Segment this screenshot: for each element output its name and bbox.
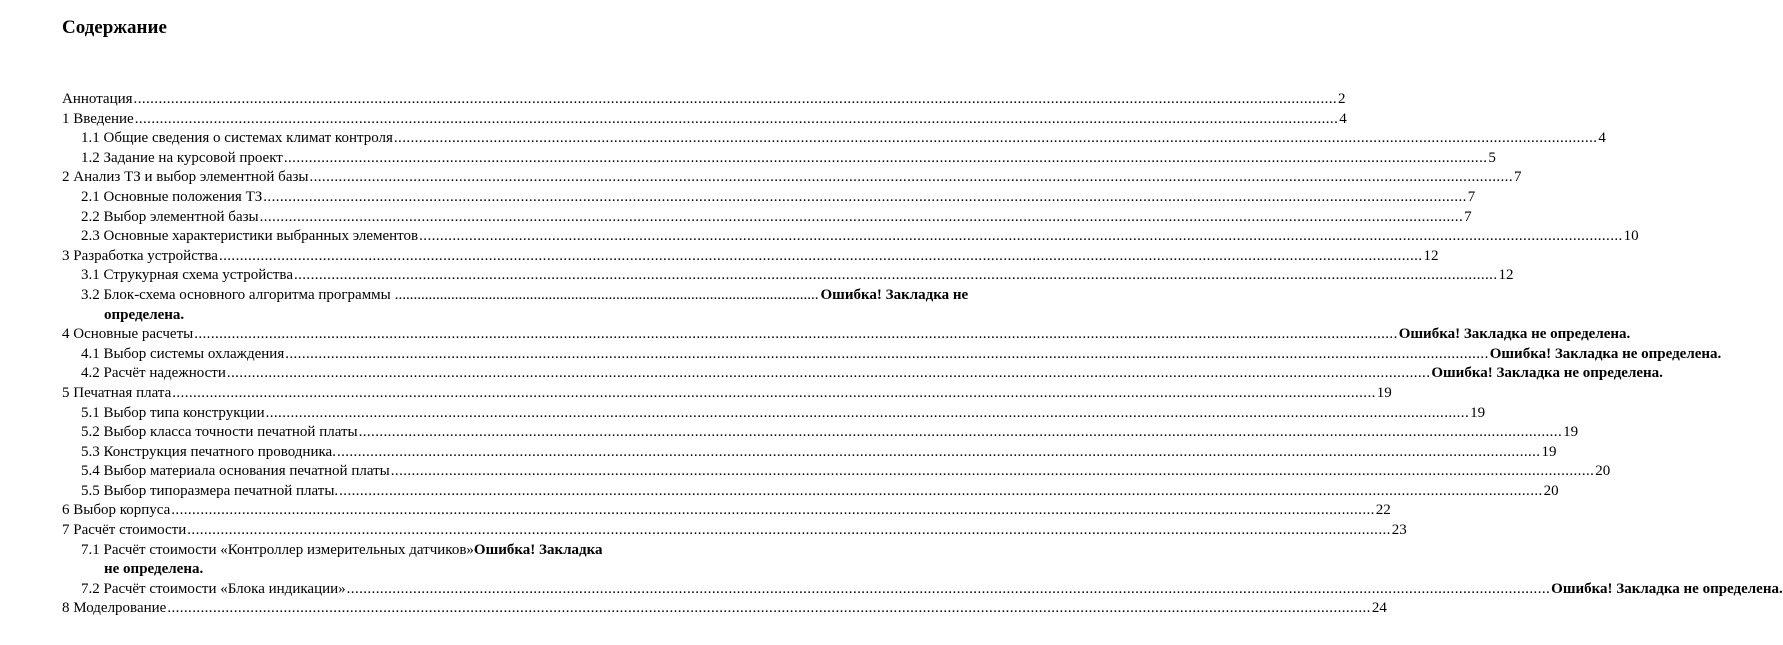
toc-entry-label: 1 Введение <box>62 110 134 127</box>
toc-entry-label: 7.2 Расчёт стоимости «Блока индикации» <box>81 580 346 597</box>
toc-entry-label: 5.5 Выбор типоразмера печатной платы. <box>81 482 339 499</box>
toc-leader-dots: ................................................................................................................. <box>394 286 819 303</box>
toc-leader-dots <box>266 404 1470 424</box>
table-of-contents <box>62 90 1783 619</box>
toc-leader-dots <box>359 423 1563 443</box>
toc-page-number: 12 <box>1423 247 1439 264</box>
toc-entry-label: 7 Расчёт стоимости <box>62 522 187 539</box>
toc-leader-dots <box>172 384 1376 404</box>
toc-leader-dots <box>419 227 1623 247</box>
toc-entry-label: 1.2 Задание на курсовой проект <box>81 149 283 166</box>
toc-entry-7-1[interactable] <box>62 541 680 580</box>
toc-leader-dots <box>134 90 1338 110</box>
toc-entry-label: 2.2 Выбор элементной базы <box>81 208 259 225</box>
toc-entry-label: 5.2 Выбор класса точности печатной платы <box>81 424 358 441</box>
toc-entry-5-2[interactable] <box>62 423 1579 443</box>
toc-entry-label: 5 Печатная плата <box>62 384 172 401</box>
toc-entry-5-4[interactable] <box>62 462 1611 482</box>
toc-bookmark-error: Ошибка! Закладка не определена. <box>1489 345 1722 362</box>
toc-page-number: 12 <box>1498 267 1514 284</box>
toc-entry-label: 6 Выбор корпуса <box>62 502 171 519</box>
toc-leader-dots <box>219 247 1423 267</box>
toc-entry-label: 2.1 Основные положения ТЗ <box>81 188 263 205</box>
toc-entry-6[interactable] <box>62 501 1391 521</box>
toc-entry-label: 5.3 Конструкция печатного проводника. <box>81 443 336 460</box>
toc-entry-label: 2 Анализ ТЗ и выбор элементной базы <box>62 169 309 186</box>
toc-entry-2-1[interactable] <box>62 188 1476 208</box>
toc-entry-label: 3.2 Блок-схема основного алгоритма программы <box>81 286 391 303</box>
toc-entry-label: 1.1 Общие сведения о системах климат контроля <box>81 130 393 147</box>
toc-entry-label: 4.1 Выбор системы охлаждения <box>81 345 285 362</box>
toc-entry-2-3[interactable] <box>62 227 1639 247</box>
toc-entry-label: 2.3 Основные характеристики выбранных элементов <box>81 228 419 245</box>
page-title: Содержание <box>62 17 167 38</box>
toc-leader-dots <box>263 188 1467 208</box>
toc-bookmark-error-continued: не определена. <box>104 561 204 578</box>
toc-entry-label: 5.1 Выбор типа конструкции <box>81 404 265 421</box>
toc-page-number: 7 <box>1513 169 1522 186</box>
toc-entry-7-2[interactable] <box>62 580 1783 600</box>
toc-leader-dots <box>337 443 1541 463</box>
toc-entry-label: 4.2 Расчёт надежности <box>81 365 226 382</box>
toc-entry-label: 3.1 Струкурная схема устройства <box>81 267 293 284</box>
toc-entry-1-1[interactable] <box>62 129 1606 149</box>
toc-leader-dots <box>285 345 1489 365</box>
toc-entry-1-2[interactable] <box>62 149 1496 169</box>
toc-leader-dots <box>260 208 1464 228</box>
toc-page-number: 7 <box>1467 188 1476 205</box>
toc-entry-label: 5.4 Выбор материала основания печатной платы <box>81 463 390 480</box>
toc-page-number: 4 <box>1339 110 1347 127</box>
toc-entry-3-2[interactable] <box>62 286 969 325</box>
toc-page-number: 19 <box>1470 404 1486 421</box>
toc-bookmark-error-continued: определена. <box>104 306 185 323</box>
toc-entry-4[interactable] <box>62 325 1631 345</box>
toc-leader-dots <box>227 364 1431 384</box>
toc-entry-label: 7.1 Расчёт стоимости «Контроллер измерительных датчиков» <box>81 541 474 558</box>
toc-page-number: 4 <box>1598 130 1606 147</box>
toc-leader-dots <box>394 129 1598 149</box>
toc-entry-2-2[interactable] <box>62 208 1472 228</box>
toc-page-number: 7 <box>1464 208 1472 225</box>
toc-page-number: 2 <box>1338 91 1346 107</box>
toc-entry-4-1[interactable] <box>62 345 1722 365</box>
toc-entry-label: 8 Моделрование <box>62 600 167 617</box>
toc-page-number: 19 <box>1541 443 1557 460</box>
toc-leader-dots <box>294 266 1498 286</box>
toc-page-number: 19 <box>1563 424 1579 441</box>
toc-page-number: 20 <box>1595 463 1611 480</box>
toc-bookmark-error: Ошибка! Закладка не определена. <box>1551 580 1783 597</box>
toc-page-number: 19 <box>1376 384 1392 401</box>
toc-entry-label: 4 Основные расчеты <box>62 326 194 343</box>
toc-entry-2[interactable] <box>62 168 1522 188</box>
toc-bookmark-error: Ошибка! Закладка не определена. <box>1431 365 1663 382</box>
toc-leader-dots <box>284 149 1488 169</box>
toc-leader-dots <box>171 501 1375 521</box>
toc-bookmark-error: Ошибка! Закладка не определена. <box>1398 326 1631 343</box>
toc-entry-3[interactable] <box>62 247 1439 267</box>
toc-bookmark-error: Ошибка! Закладка <box>473 541 603 558</box>
toc-leader-dots <box>339 482 1543 502</box>
toc-page-number: 24 <box>1371 600 1387 617</box>
toc-leader-dots <box>167 599 1371 619</box>
toc-page-number: 23 <box>1391 522 1407 539</box>
toc-entry-label: 3 Разработка устройства <box>62 247 218 264</box>
toc-leader-dots <box>135 110 1339 130</box>
toc-entry-7[interactable] <box>62 521 1407 541</box>
toc-leader-dots <box>187 521 1391 541</box>
toc-leader-dots <box>194 325 1398 345</box>
toc-leader-dots <box>309 168 1513 188</box>
toc-entry-5-1[interactable] <box>62 404 1486 424</box>
toc-leader-dots <box>391 462 1595 482</box>
toc-page-number: 5 <box>1488 149 1496 166</box>
toc-entry-4-2[interactable] <box>62 364 1663 384</box>
toc-leader-dots <box>347 580 1551 600</box>
toc-entry-label: Аннотация <box>62 91 133 107</box>
toc-entry-5[interactable] <box>62 384 1392 404</box>
toc-page-number: 10 <box>1623 228 1639 245</box>
toc-bookmark-error: Ошибка! Закладка не <box>820 286 969 303</box>
toc-entry-annotation[interactable] <box>62 90 1346 110</box>
toc-entry-5-3[interactable] <box>62 443 1557 463</box>
toc-entry-3-1[interactable] <box>62 266 1514 286</box>
toc-entry-5-5[interactable] <box>62 482 1559 502</box>
toc-entry-1[interactable] <box>62 110 1347 130</box>
toc-entry-8[interactable] <box>62 599 1387 619</box>
toc-page-number: 22 <box>1375 502 1391 519</box>
toc-page-number: 20 <box>1543 482 1559 499</box>
